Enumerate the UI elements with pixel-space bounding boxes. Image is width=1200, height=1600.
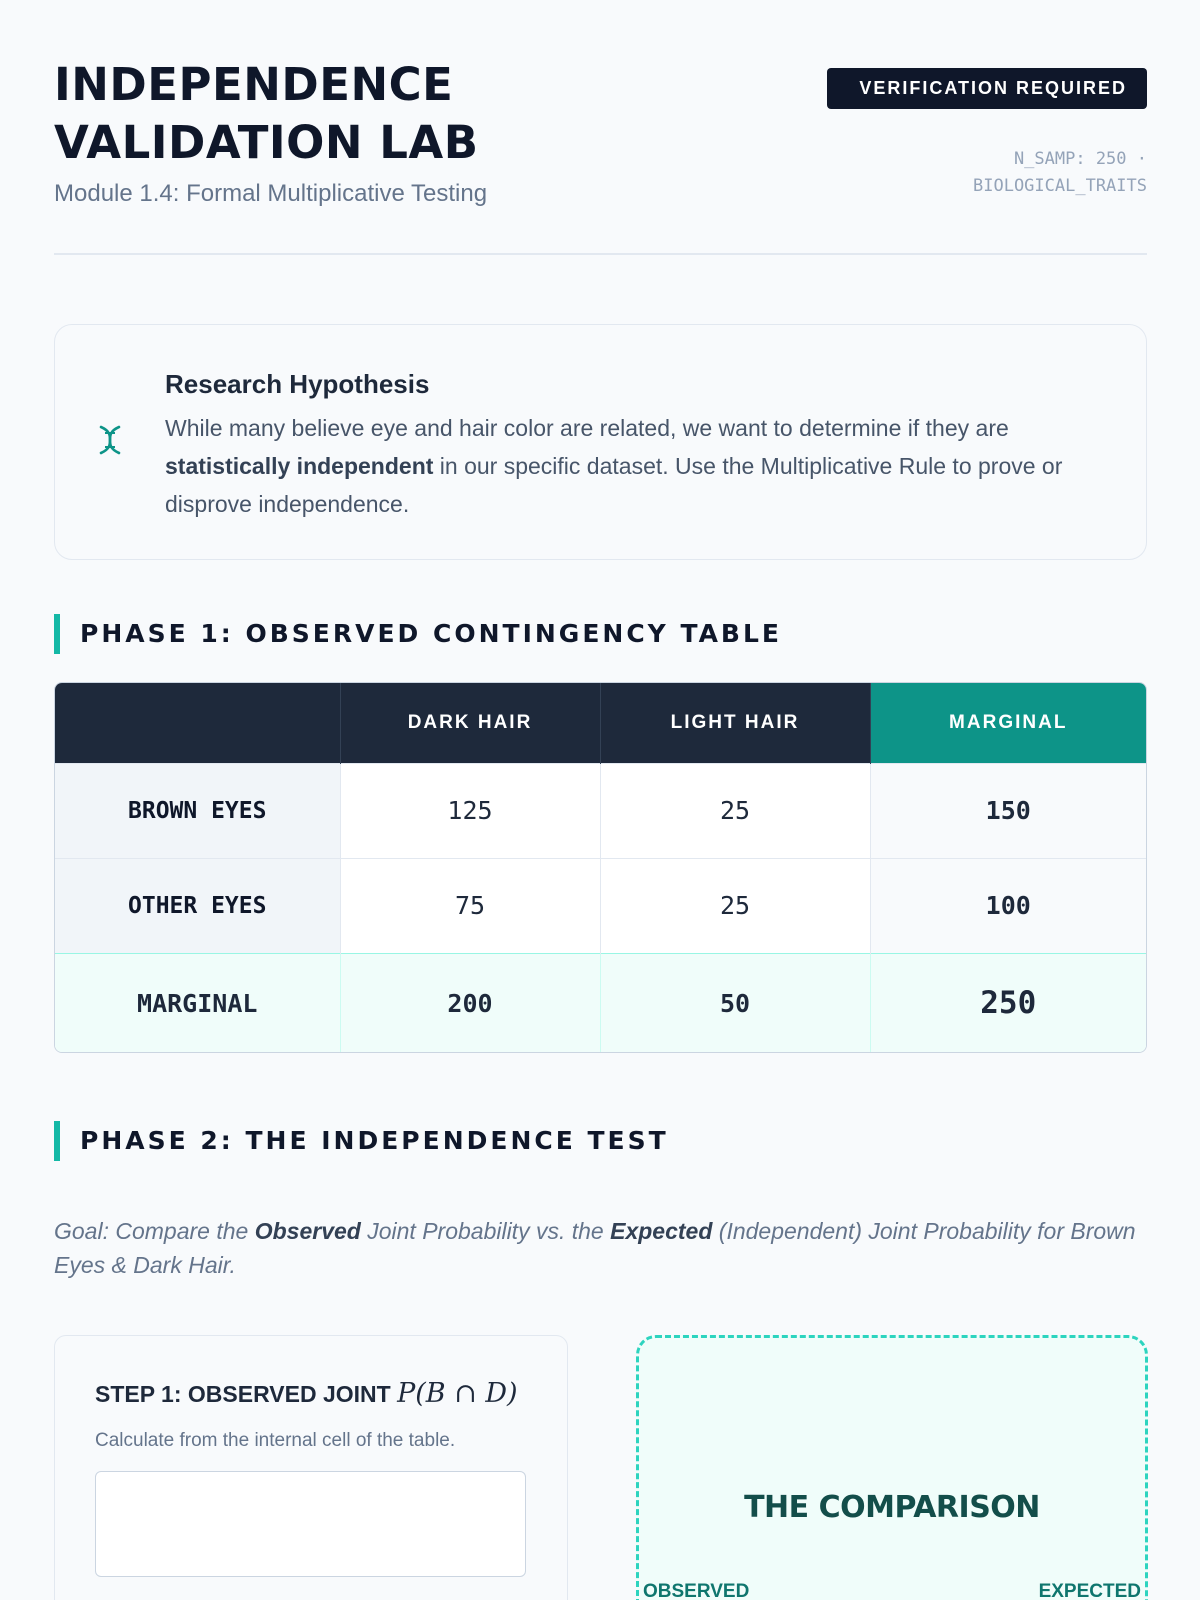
comparison-card bbox=[636, 1335, 1148, 1600]
contingency-table bbox=[54, 682, 1147, 1053]
page-subtitle: Module 1.4: Formal Multiplicative Testing bbox=[54, 180, 488, 207]
table-row bbox=[55, 858, 1146, 953]
hypothesis-text: While many believe eye and hair color are related, we want to determine if they are statistically independent in our specific dataset. Use the Multiplicative Rule to prove or disprove independence. bbox=[165, 415, 1063, 517]
phase-1-title: PHASE 1: OBSERVED CONTINGENCY TABLE bbox=[54, 614, 782, 654]
comparison-title: THE COMPARISON bbox=[744, 1490, 1040, 1525]
step-1-description: Calculate from the internal cell of the table. bbox=[95, 1430, 456, 1451]
cell-other-marginal: 100 bbox=[870, 858, 1146, 953]
phase-2-goal: Goal: Compare the Observed Joint Probability vs. the Expected (Independent) Joint Probability for Brown Eyes & Dark Hair. bbox=[54, 1218, 1136, 1278]
table-row bbox=[55, 763, 1146, 858]
marginal-row bbox=[55, 953, 1146, 1053]
comparison-expected-label: EXPECTED bbox=[1038, 1581, 1141, 1600]
row-label-other-eyes: OTHER EYES bbox=[55, 858, 340, 953]
verification-badge: VERIFICATION REQUIRED bbox=[827, 68, 1147, 109]
goal-expected: Expected bbox=[610, 1218, 713, 1244]
step-1-card bbox=[54, 1335, 568, 1600]
column-header-light-hair: LIGHT HAIR bbox=[600, 683, 870, 763]
table-header-corner bbox=[55, 683, 340, 763]
cell-grand-total: 250 bbox=[870, 953, 1146, 1053]
cell-brown-dark: 125 bbox=[340, 763, 600, 858]
hypothesis-card bbox=[54, 324, 1147, 560]
phase-2-title: PHASE 2: THE INDEPENDENCE TEST bbox=[54, 1121, 669, 1161]
cell-marginal-light: 50 bbox=[600, 953, 870, 1053]
column-header-marginal: MARGINAL bbox=[870, 683, 1146, 763]
cell-brown-light: 25 bbox=[600, 763, 870, 858]
row-label-brown-eyes: BROWN EYES bbox=[55, 763, 340, 858]
cell-other-dark: 75 bbox=[340, 858, 600, 953]
goal-observed: Observed bbox=[254, 1218, 361, 1244]
page-header bbox=[54, 56, 1147, 256]
hypothesis-title: Research Hypothesis bbox=[165, 369, 430, 399]
step-1-math: P(B ∩ D) bbox=[397, 1378, 518, 1409]
comparison-observed-label: OBSERVED bbox=[643, 1581, 750, 1600]
sample-meta: N_SAMP: 250 · BIOLOGICAL_TRAITS bbox=[973, 149, 1147, 196]
hypothesis-emphasis: statistically independent bbox=[165, 453, 434, 479]
cell-brown-marginal: 150 bbox=[870, 763, 1146, 858]
header-divider bbox=[54, 253, 1147, 255]
title-line-1: INDEPENDENCE bbox=[54, 58, 454, 111]
cell-other-light: 25 bbox=[600, 858, 870, 953]
table-header-row bbox=[55, 683, 1146, 763]
dna-icon bbox=[93, 423, 127, 457]
title-line-2: VALIDATION LAB bbox=[54, 116, 479, 169]
row-label-marginal: MARGINAL bbox=[55, 953, 340, 1053]
step-1-title: STEP 1: OBSERVED JOINT P(B ∩ D) bbox=[95, 1378, 518, 1409]
cell-marginal-dark: 200 bbox=[340, 953, 600, 1053]
observed-joint-input[interactable] bbox=[95, 1471, 526, 1577]
column-header-dark-hair: DARK HAIR bbox=[340, 683, 600, 763]
